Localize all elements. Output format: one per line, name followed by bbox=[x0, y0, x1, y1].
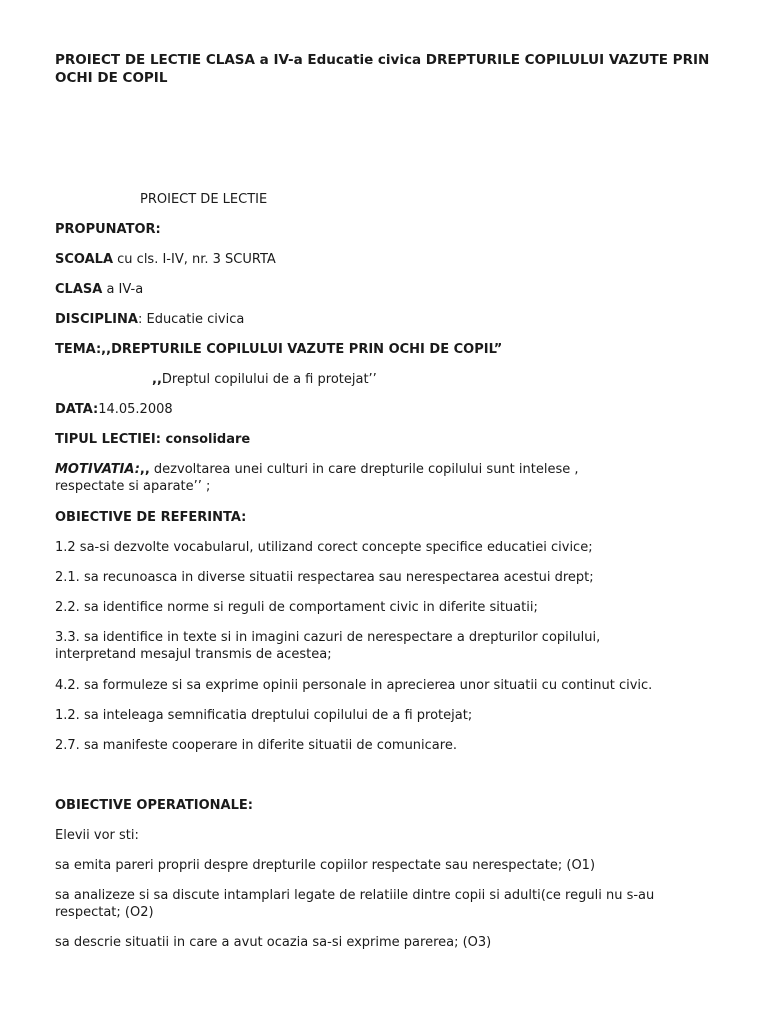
ref-item-continuation: interpretand mesajul transmis de acestea; bbox=[55, 647, 332, 662]
scoala-value: cu cls. I-IV, nr. 3 SCURTA bbox=[113, 252, 276, 267]
op-item: sa analizeze si sa discute intamplari legate de relatiile dintre copii si adulti(ce reguli nu s-au bbox=[55, 888, 655, 903]
disciplina-label: DISCIPLINA bbox=[55, 312, 138, 327]
data-value: 14.05.2008 bbox=[98, 402, 173, 417]
lesson-heading: PROIECT DE LECTIE bbox=[140, 192, 268, 207]
clasa-label: CLASA bbox=[55, 282, 103, 297]
clasa-value: a IV-a bbox=[102, 282, 144, 297]
op-item: sa descrie situatii in care a avut ocazia sa-si exprime parerea; (O3) bbox=[55, 935, 492, 950]
data-label: DATA: bbox=[55, 402, 99, 417]
ref-item: 3.3. sa identifice in texte si in imagini cazuri de nerespectare a drepturilor copilului, bbox=[55, 630, 601, 645]
motivatia-row bbox=[55, 461, 720, 478]
ref-item: 4.2. sa formuleze si sa exprime opinii personale in aprecierea unor situatii cu continut civic. bbox=[55, 678, 653, 693]
motivatia-line1: dezvoltarea unei culturi in care drepturile copilului sunt intelese , bbox=[149, 462, 579, 477]
obiective-operationale-label: OBIECTIVE OPERATIONALE: bbox=[55, 798, 253, 813]
ref-item: 2.1. sa recunoasca in diverse situatii respectarea sau nerespectarea acestui drept; bbox=[55, 570, 594, 585]
motivatia-mark: ,, bbox=[139, 462, 150, 477]
scoala-row bbox=[55, 251, 720, 268]
tema-line: TEMA:,,DREPTURILE COPILULUI VAZUTE PRIN OCHI DE COPIL” bbox=[55, 342, 503, 357]
document-title: PROIECT DE LECTIE CLASA a IV-a Educatie civica DREPTURILE COPILULUI VAZUTE PRIN OCHI DE COPIL bbox=[55, 52, 710, 86]
tipul-lectiei: TIPUL LECTIEI: consolidare bbox=[55, 432, 251, 447]
subtema-row bbox=[152, 371, 768, 388]
motivatia-line2: respectate si aparate’’ ; bbox=[55, 479, 211, 494]
subtema-value: Dreptul copilului de a fi protejat’’ bbox=[161, 372, 377, 387]
scoala-label: SCOALA bbox=[55, 252, 114, 267]
clasa-row bbox=[55, 281, 720, 298]
disciplina-row bbox=[55, 311, 720, 328]
ref-item: 1.2 sa-si dezvolte vocabularul, utilizand corect concepte specifice educatiei civice; bbox=[55, 540, 593, 555]
operationale-intro: Elevii vor sti: bbox=[55, 828, 139, 843]
data-row bbox=[55, 401, 720, 418]
subtema-mark: ,, bbox=[152, 372, 162, 387]
op-item-continuation: respectat; (O2) bbox=[55, 905, 154, 920]
motivatia-label: MOTIVATIA: bbox=[55, 462, 140, 477]
ref-item: 1.2. sa inteleaga semnificatia dreptului copilului de a fi protejat; bbox=[55, 708, 473, 723]
ref-item: 2.7. sa manifeste cooperare in diferite situatii de comunicare. bbox=[55, 738, 457, 753]
propunator-label: PROPUNATOR: bbox=[55, 222, 161, 237]
obiective-referinta-label: OBIECTIVE DE REFERINTA: bbox=[55, 510, 247, 525]
ref-item: 2.2. sa identifice norme si reguli de comportament civic in diferite situatii; bbox=[55, 600, 538, 615]
disciplina-value: : Educatie civica bbox=[137, 312, 245, 327]
op-item: sa emita pareri proprii despre drepturile copiilor respectate sau nerespectate; (O1) bbox=[55, 858, 596, 873]
